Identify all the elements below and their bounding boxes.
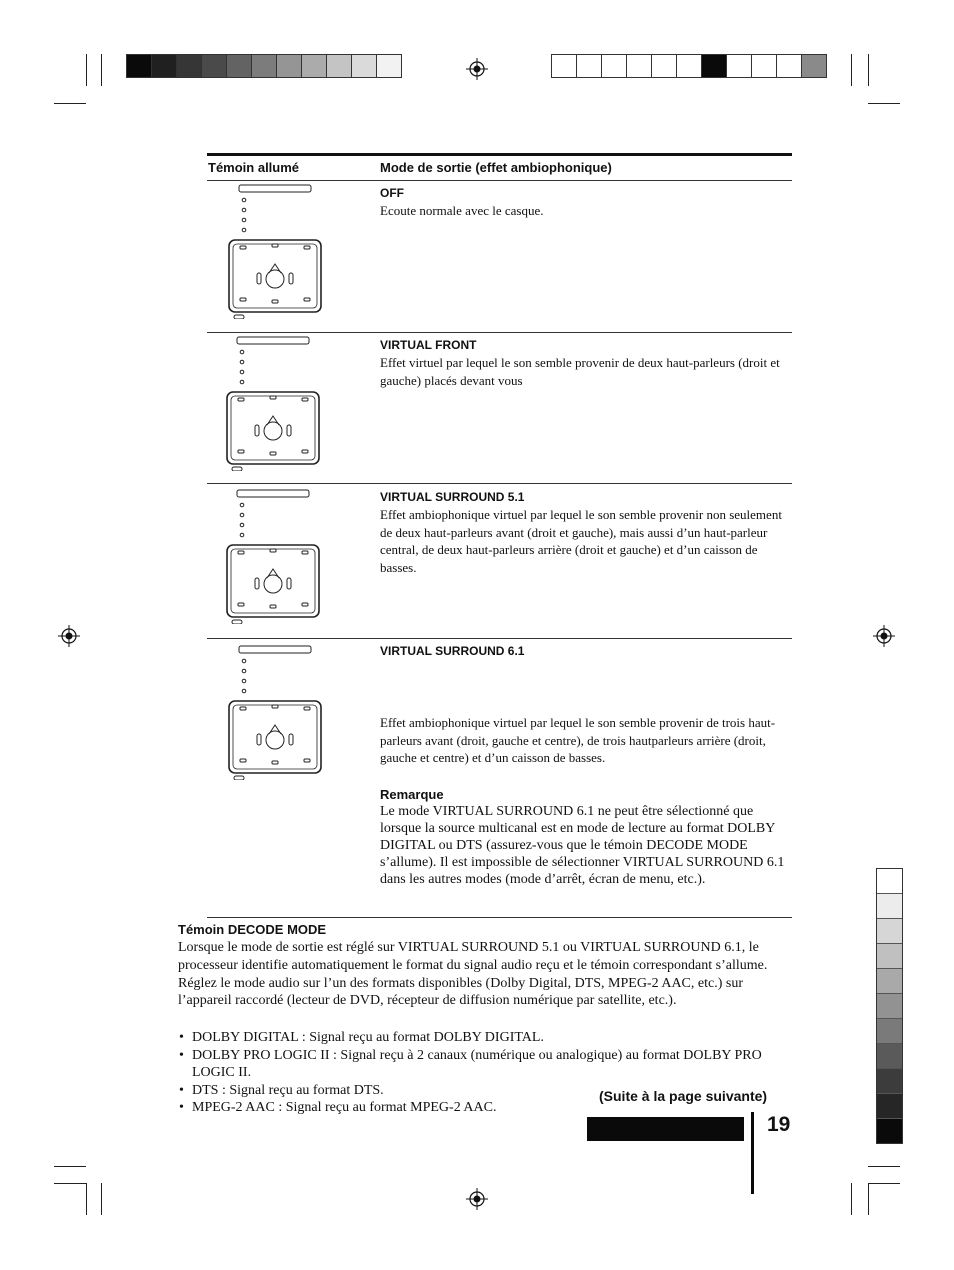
registration-swatch (152, 55, 177, 77)
table-row-divider (207, 332, 792, 333)
led-panel-icon (228, 184, 338, 319)
registration-mark-icon (466, 58, 488, 80)
index-tab (877, 1119, 902, 1143)
registration-swatch (177, 55, 202, 77)
index-tab (877, 1069, 902, 1094)
registration-swatch (202, 55, 227, 77)
continued-notice: (Suite à la page suivante) (599, 1088, 768, 1104)
registration-swatch (352, 55, 377, 77)
table-header-rule (207, 180, 792, 181)
note-text: Le mode VIRTUAL SURROUND 6.1 ne peut être sélectionné que lorsque la source multicanal est en mode de lecture au format DOLBY DIGITAL ou DTS (assurez-vous que le témoin DECODE MODE s’allume). Il est impossible de sélectionner VIRTUAL SURROUND 6.1 dans les autres modes (mode d’arrêt, écran de menu, etc.). (380, 804, 785, 888)
registration-swatch (652, 55, 677, 77)
registration-swatch (227, 55, 252, 77)
registration-mark-icon (58, 625, 80, 647)
section-paragraph: Lorsque le mode de sortie est réglé sur VIRTUAL SURROUND 5.1 ou VIRTUAL SURROUND 6.1, le processeur identifie automatiquement le format du signal audio reçu et le témoin correspondant s’allume. Réglez le mode audio sur l’un des formats disponibles (Dolby Digital, DTS, MPEG-2 AAC, etc.) sur l’appareil raccordé (lecteur de DVD, récepteur de diffusion numérique par satellite, etc.). (178, 940, 768, 1009)
registration-swatch (627, 55, 652, 77)
table-row-divider (207, 483, 792, 484)
registration-swatch (777, 55, 802, 77)
registration-swatch (377, 55, 401, 77)
note-title: Remarque (380, 787, 444, 802)
registration-swatch (727, 55, 752, 77)
index-tab (877, 994, 902, 1019)
mode-description: Ecoute normale avec le casque. (380, 203, 544, 218)
index-tab (877, 1044, 902, 1069)
color-registration-bar-left (126, 54, 402, 78)
registration-mark-icon (873, 625, 895, 647)
registration-swatch (302, 55, 327, 77)
page-number: 19 (767, 1113, 791, 1136)
mode-title: OFF (380, 186, 404, 200)
registration-swatch (277, 55, 302, 77)
led-panel-icon (226, 336, 336, 471)
section-index-tabs (876, 868, 903, 1144)
mode-description: Effet ambiophonique virtuel par lequel le son semble provenir non seulement de deux haut-parleurs avant (droit et gauche), mais aussi d’un haut-parleur central, de deux haut-parleurs arrière (droit et gauche) et d’un caisson de basses. (380, 507, 782, 575)
registration-swatch (327, 55, 352, 77)
section-title: Témoin DECODE MODE (178, 922, 327, 937)
led-panel-icon (226, 489, 336, 624)
list-item: • DOLBY DIGITAL : Signal reçu au format DOLBY DIGITAL. (178, 1029, 792, 1047)
column-header-output-mode: Mode de sortie (effet ambiophonique) (380, 160, 612, 175)
registration-swatch (127, 55, 152, 77)
table-top-rule (207, 153, 792, 156)
registration-swatch (252, 55, 277, 77)
table-row-divider (207, 638, 792, 639)
page-footer-bar (587, 1117, 744, 1141)
index-tab (877, 919, 902, 944)
registration-swatch (577, 55, 602, 77)
color-registration-bar-right (551, 54, 827, 78)
mode-description: Effet virtuel par lequel le son semble provenir de deux haut-parleurs (droit et gauche) placés devant vous (380, 355, 780, 388)
registration-swatch (702, 55, 727, 77)
column-header-indicator: Témoin allumé (208, 160, 300, 175)
index-tab (877, 869, 902, 894)
registration-swatch (602, 55, 627, 77)
registration-mark-icon (466, 1188, 488, 1210)
list-item: • MPEG-2 AAC : Signal reçu au format MPEG-2 AAC. (178, 1099, 792, 1117)
registration-swatch (752, 55, 777, 77)
registration-swatch (802, 55, 826, 77)
registration-swatch (677, 55, 702, 77)
mode-title: VIRTUAL SURROUND 5.1 (380, 490, 525, 504)
registration-swatch (552, 55, 577, 77)
index-tab (877, 894, 902, 919)
table-bottom-rule (207, 917, 792, 918)
page-footer-divider (751, 1112, 754, 1194)
led-panel-icon (228, 645, 338, 780)
index-tab (877, 944, 902, 969)
list-item: • DTS : Signal reçu au format DTS. (178, 1082, 792, 1100)
index-tab (877, 1094, 902, 1119)
mode-title: VIRTUAL FRONT (380, 338, 477, 352)
index-tab (877, 969, 902, 994)
list-item: • DOLBY PRO LOGIC II : Signal reçu à 2 canaux (numérique ou analogique) au format DOLBY PRO LOGIC II. (178, 1047, 792, 1082)
mode-title: VIRTUAL SURROUND 6.1 (380, 644, 525, 658)
index-tab (877, 1019, 902, 1044)
mode-description: Effet ambiophonique virtuel par lequel le son semble provenir de trois haut-parleurs avant (droit, gauche et centre), de trois hautparleurs arrière (droit, gauche et centre) et d’un caisson de basses. (380, 715, 776, 765)
